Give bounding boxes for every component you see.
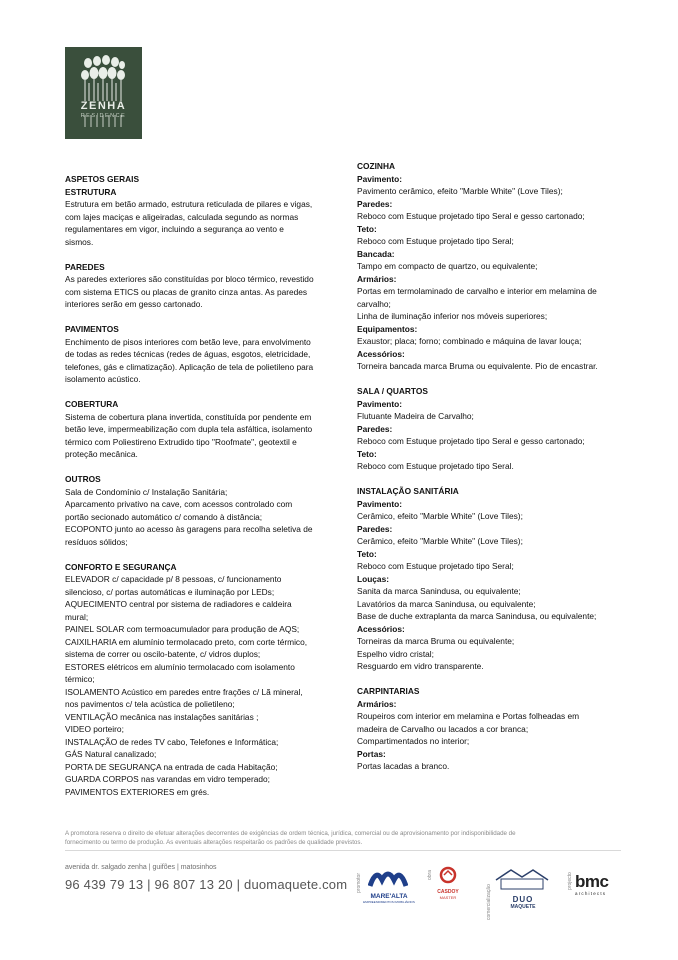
text-line: ESTORES elétricos em alumínio termolacado com isolamento: [65, 661, 295, 672]
item-label: Armários:: [357, 273, 397, 284]
item-label: Equipamentos:: [357, 323, 418, 334]
text-line: Flutuante Madeira de Carvalho;: [357, 411, 474, 421]
text-line: interiores serão em gesso cartonado.: [65, 299, 203, 309]
item-label: Paredes:: [357, 423, 393, 434]
section-0: [357, 160, 637, 373]
section-heading: COBERTURA: [65, 399, 119, 409]
section-heading: ASPETOS GERAIS: [65, 174, 140, 184]
item-label: Teto:: [357, 548, 377, 559]
text-line: Reboco com Estuque projetado tipo Seral e gesso cartonado;: [357, 211, 585, 221]
text-line: com lajes maciças e aligeiradas, calculada segundo as normas: [65, 211, 299, 222]
text-line: Resguardo em vidro transparente.: [357, 661, 484, 671]
text-line: VIDEO porteiro;: [65, 724, 124, 734]
disclaimer-line-1: A promotora reserva o direito de efetuar alterações decorrentes de exigências de ordem técnica, jurídica, comercial ou de aprovisionamento por indisponibilidade de: [65, 830, 516, 837]
bmc-name: bmc: [575, 872, 609, 891]
text-line: Pavimento cerâmico, efeito "Marble White" (Love Tiles);: [357, 186, 563, 196]
text-line: INSTALAÇÃO de redes TV cabo, Telefones e Informática;: [65, 736, 279, 747]
text-line: silencioso, c/ portas automáticas e iluminação por LEDs;: [65, 586, 275, 597]
partner-role-projecto: projecto: [567, 872, 573, 890]
brand-name: ZENHA: [80, 100, 127, 112]
text-line: Lavatórios da marca Sanindusa, ou equivalente;: [357, 598, 536, 609]
section-1: [357, 385, 637, 473]
text-line: regulamentares em vigor, incluindo a segurança ao vento e: [65, 224, 284, 234]
text-line: PORTA DE SEGURANÇA na entrada de cada Habitação;: [65, 761, 278, 772]
item-label: Acessórios:: [357, 623, 405, 634]
text-line: VENTILAÇÃO mecânica nas instalações sanitárias ;: [65, 711, 259, 722]
item-label: Armários:: [357, 698, 397, 709]
text-line: Espelho vidro cristal;: [357, 648, 434, 659]
text-line: betão leve, impermeabilização com dupla tela asfáltica, isolamento: [65, 424, 313, 434]
address: avenida dr. salgado zenha | guifões | matosinhos: [65, 864, 217, 871]
disclaimer: [65, 829, 625, 847]
item-label: Paredes:: [357, 198, 393, 209]
casdoy-logo: [433, 866, 463, 900]
text-line: Roupeiros com interior em melamina e Portas folheadas em: [357, 711, 580, 721]
text-line: Linha de iluminação inferior nos móveis superiores;: [357, 311, 548, 321]
text-line: Estrutura em betão armado, estrutura reticulada de pilares e vigas,: [65, 199, 313, 209]
text-line: madeira de Carvalho ou lacados a cor branca;: [357, 723, 529, 734]
text-line: Portas lacadas a branco.: [357, 761, 450, 771]
section-5: [65, 561, 337, 799]
duomaquete-logo: [493, 866, 553, 910]
item-label: Pavimento:: [357, 498, 402, 509]
text-line: térmico;: [65, 674, 95, 684]
section-2: [65, 323, 337, 386]
section-heading: INSTALAÇÃO SANITÁRIA: [357, 486, 459, 496]
text-line: Sala de Condomínio c/ Instalação Sanitária;: [65, 486, 228, 497]
text-line: Base de duche extraplanta da marca Sanindusa, ou equivalente;: [357, 611, 597, 621]
right-column: [357, 160, 637, 785]
duomaquete-house-icon: [493, 866, 551, 890]
partner-role-obra: obra: [427, 869, 433, 880]
section-2: [357, 485, 637, 673]
text-line: Exaustor; placa; forno; combinado e máquina de lavar louça;: [357, 336, 582, 346]
text-line: sistema de correr ou oscilo-batente, c/ vidros duplos;: [65, 649, 261, 659]
partner-role-promotor: promotor: [356, 872, 362, 893]
section-heading: OUTROS: [65, 474, 101, 484]
item-label: Paredes:: [357, 523, 393, 534]
text-line: Enchimento de pisos interiores com betão leve, para envolvimento: [65, 336, 311, 347]
text-line: mural;: [65, 611, 89, 622]
section-heading: CONFORTO E SEGURANÇA: [65, 561, 177, 572]
section-heading: PAVIMENTOS: [65, 324, 119, 334]
text-line: térmico com Poliestireno Extrudido tipo "Roofmate", geotextil e: [65, 436, 297, 447]
section-heading: CARPINTARIAS: [357, 686, 420, 696]
text-line: PAINEL SOLAR com termoacumulador para produção de AQS;: [65, 624, 300, 634]
text-line: Torneiras da marca Bruma ou equivalente;: [357, 636, 515, 646]
text-line: Compartimentados no interior;: [357, 736, 470, 746]
item-label: Pavimento:: [357, 398, 402, 409]
item-label: Louças:: [357, 573, 389, 584]
casdoy-mark-icon: [433, 866, 463, 884]
section-heading: PAREDES: [65, 261, 105, 272]
brand-subtitle: RESIDENCE: [80, 113, 127, 119]
text-line: telefones, gás e climatização). Aplicação de tela de polietileno para: [65, 361, 314, 372]
section-subheading: ESTRUTURA: [65, 186, 117, 197]
text-line: Cerâmico, efeito "Marble White" (Love Tiles);: [357, 511, 523, 521]
text-line: resíduos sólidos;: [65, 536, 128, 547]
text-line: nos pavimentos c/ tela acústica de polietileno;: [65, 699, 235, 709]
zenha-logo: [65, 47, 142, 139]
text-line: ELEVADOR c/ capacidade p/ 8 pessoas, c/ funcionamento: [65, 574, 282, 584]
bmc-logo: [575, 873, 623, 897]
text-line: ECOPONTO junto ao acesso às garagens para recolha seletiva de: [65, 524, 313, 534]
section-heading: COZINHA: [357, 161, 396, 171]
text-line: As paredes exteriores são constituídas por bloco térmico, revestido: [65, 274, 314, 284]
text-line: sismos.: [65, 236, 94, 247]
casdoy-sub: MASTER: [439, 895, 457, 900]
text-line: isolamento acústico.: [65, 374, 141, 384]
left-column: [65, 173, 337, 811]
text-line: Tampo em compacto de quartzo, ou equivalente;: [357, 261, 538, 271]
marealta-logo: [363, 866, 415, 904]
text-line: CAIXILHARIA em alumínio termolacado preto, com corte térmico,: [65, 636, 308, 647]
section-4: [65, 473, 337, 548]
text-line: carvalho;: [357, 298, 391, 309]
text-line: Reboco com Estuque projetado tipo Seral;: [357, 561, 514, 571]
text-line: de todas as redes técnicas (redes de águas, esgotos, eletricidade,: [65, 349, 311, 359]
text-line: Reboco com Estuque projetado tipo Seral e gesso cartonado;: [357, 436, 585, 446]
text-line: GÁS Natural canalizado;: [65, 749, 157, 759]
text-line: portão secionado automático c/ comando à distância;: [65, 511, 263, 522]
text-line: Torneira bancada marca Bruma ou equivalente. Pio de encastrar.: [357, 361, 598, 371]
item-label: Pavimento:: [357, 173, 402, 184]
section-3: [65, 398, 337, 461]
text-line: AQUECIMENTO central por sistema de radiadores e caldeira: [65, 599, 292, 609]
duomaquete-sub: MAQUETE: [510, 904, 536, 910]
item-label: Teto:: [357, 223, 377, 234]
duomaquete-name: DUO: [512, 895, 534, 904]
contact-phones: 96 439 79 13 | 96 807 13 20 | duomaquete.com: [65, 877, 348, 892]
marealta-name: MARE'ALTA: [370, 893, 408, 900]
section-0: [65, 173, 337, 248]
marealta-sub: EMPREENDIMENTOS IMOBILIÁRIOS: [363, 900, 415, 904]
text-line: ISOLAMENTO Acústico em paredes entre frações c/ Lã mineral,: [65, 686, 303, 697]
marealta-wave-icon: [368, 866, 408, 888]
text-line: GUARDA CORPOS nas varandas em vidro temperado;: [65, 774, 270, 784]
text-line: com sistema ETICS ou placas de granito cinza antas. As paredes: [65, 286, 308, 297]
section-heading: SALA / QUARTOS: [357, 386, 428, 396]
text-line: Aparcamento privativo na cave, com acessos controlado com: [65, 499, 293, 509]
bmc-sub: architects: [575, 891, 607, 896]
text-line: Sanita da marca Sanindusa, ou equivalente;: [357, 586, 521, 596]
text-line: Portas em termolaminado de carvalho e interior em melamina de: [357, 286, 597, 296]
text-line: Cerâmico, efeito "Marble White" (Love Tiles);: [357, 536, 523, 546]
item-label: Portas:: [357, 748, 386, 759]
text-line: Reboco com Estuque projetado tipo Seral;: [357, 236, 514, 246]
item-label: Teto:: [357, 448, 377, 459]
section-1: [65, 261, 337, 311]
footer-divider: [65, 850, 621, 851]
casdoy-name: CASDOY: [437, 889, 459, 895]
text-line: proteção mecânica.: [65, 449, 138, 459]
partner-role-comercializacao: comercialização: [486, 884, 492, 920]
disclaimer-line-2: fornecimento ou termo de produção. As eventuais alterações respeitarão os padrões de qualidade previstos.: [65, 839, 363, 846]
text-line: Reboco com Estuque projetado tipo Seral.: [357, 461, 514, 471]
item-label: Acessórios:: [357, 348, 405, 359]
item-label: Bancada:: [357, 248, 395, 259]
section-3: [357, 685, 637, 773]
text-line: Sistema de cobertura plana invertida, constituída por pendente em: [65, 411, 312, 422]
text-line: PAVIMENTOS EXTERIORES em grés.: [65, 786, 210, 797]
